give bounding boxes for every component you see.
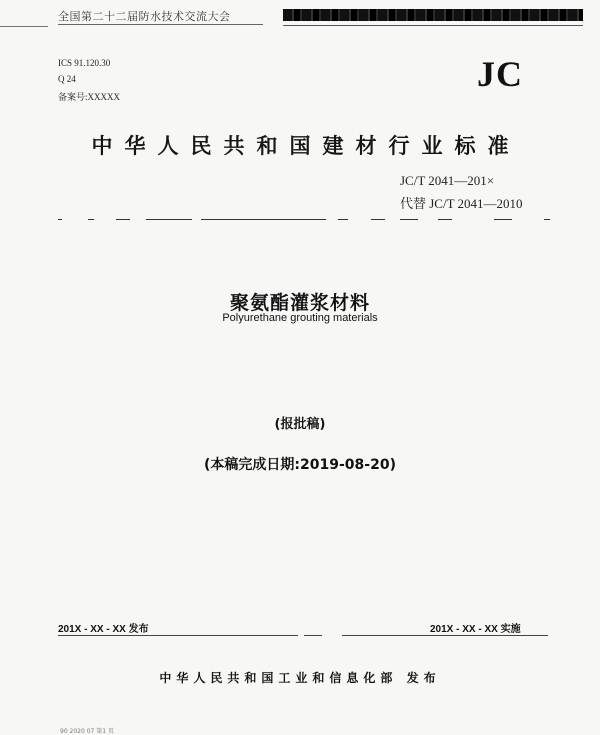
- draft-stage: (报批稿): [274, 417, 326, 432]
- implementation-date: 201X - XX - XX 实施: [430, 624, 521, 635]
- ics-code: ICS 91.120.30: [58, 58, 111, 68]
- header-dark-bar: [283, 9, 583, 21]
- jc-logo: JC: [477, 54, 523, 94]
- document-title-zh: 聚氨酯灌浆材料: [229, 292, 370, 314]
- footer-note: 90 2020 07 第1 页: [60, 728, 114, 735]
- date-line-gap-mark: [304, 635, 322, 636]
- header-right-line: [283, 25, 583, 26]
- standard-category-title: 中华人民共和国建材行业标准: [91, 134, 521, 158]
- header-underline: [58, 24, 263, 25]
- left-edge-mark: [0, 26, 48, 27]
- ccs-code: Q 24: [58, 74, 76, 84]
- publisher: 中华人民共和国工业和信息化部 发布: [159, 671, 441, 685]
- date-line-left: [58, 635, 298, 636]
- draft-completion-date: (本稿完成日期:2019-08-20): [204, 457, 396, 473]
- date-line-right: [342, 635, 548, 636]
- replaces-standard: 代替 JC/T 2041—2010: [400, 196, 523, 211]
- document-title-en: Polyurethane grouting materials: [222, 312, 378, 324]
- issue-date: 201X - XX - XX 发布: [58, 624, 149, 635]
- standard-number: JC/T 2041—201×: [400, 173, 495, 188]
- separator-dashes: [58, 219, 550, 221]
- record-number: 备案号:XXXXX: [58, 92, 120, 102]
- conference-header: 全国第二十二届防水技术交流大会: [58, 10, 231, 23]
